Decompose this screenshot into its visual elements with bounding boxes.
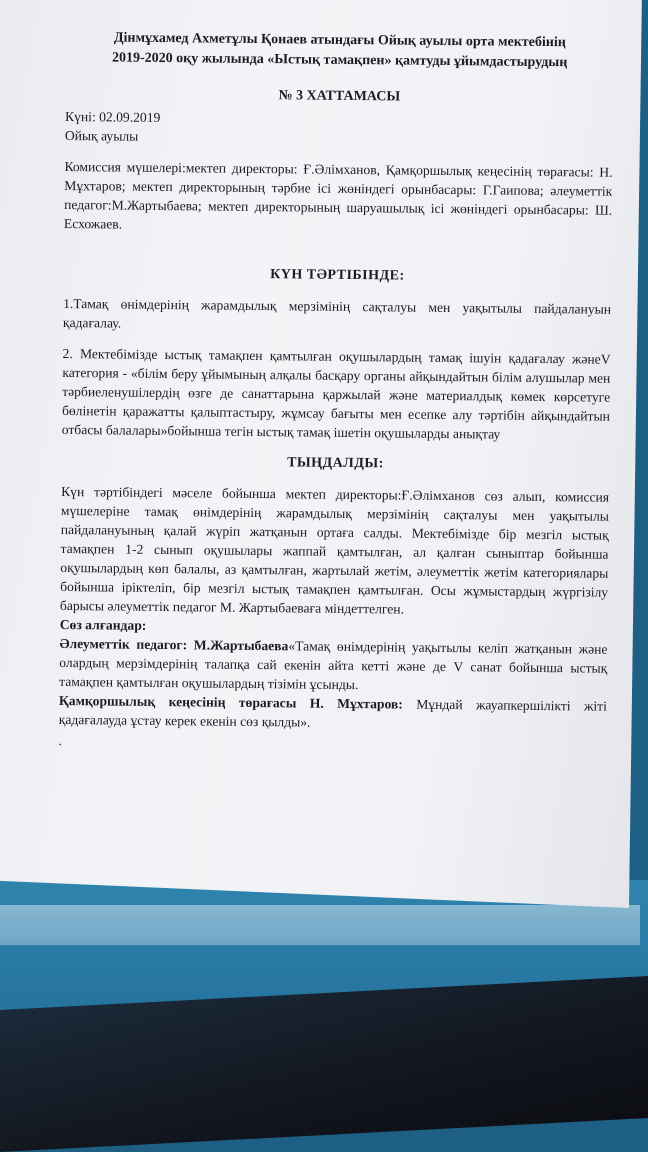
- commission-paragraph: Комиссия мүшелері:мектеп директоры: Ғ.Әлімханов, Қамқоршылық кеңесінің төрағасы: Н. Мұхтаров; мектеп директорының тәрбие ісі жөніндегі орынбасары: Г.Гаипова; әлеуметтік педагог:М.Жартыбаева; мектеп директорының шаруашылық ісі жөніндегі орынбасары: Ш. Есхожаев.: [63, 158, 613, 232]
- speaker-2-name: Қамқоршылық кеңесінің төрағасы Н. Мұхтаров:: [58, 692, 403, 712]
- speaker-1-name: Әлеуметтік педагог: М.Жартыбаева: [59, 635, 289, 654]
- speaker-2-text: Мұндай жауапкершілікті жіті қадағалауда ұстау керек екенін сөз қылды».: [58, 696, 608, 730]
- agenda-item-1: 1.Тамақ өнімдерінің жарамдылық мерзімінің сақталуы мен уақытылы пайдалануын қадағалау.: [62, 295, 612, 331]
- speakers-title: Сөз алғандар:: [59, 616, 147, 633]
- date-line: Күні: 02.09.2019: [64, 108, 161, 125]
- header-line-2: 2019-2020 оқу жылында «Ыстық тамақпен» қамтуды ұйымдастырудың: [111, 50, 568, 71]
- heard-title: ТЫҢДАЛДЫ:: [287, 455, 384, 472]
- agenda-title: КҮН ТӘРТІБІНДЕ:: [270, 267, 405, 284]
- agenda-item-2: 2. Мектебімізде ыстық тамақпен қамтылған оқушылардың тамақ ішуін қадағалау жәнеV категория - «білім беру ұйымының алқалы басқару органы айқындайтын білім алушылар мен тәрбиеленушілердің өзге де санаттарына қаржылай және материалдық көмек көрсетуге бөлінетін қаражатты қалыптастыру, жұмсау бағыты мен есепке алу тәртібін айқындайтын отбасы балалары»бойынша тегін ыстық тамақ ішетін оқушыларды анықтау: [61, 345, 611, 442]
- folder-edge: [0, 905, 640, 945]
- header-line-1: Дінмұхамед Ахметұлы Қонаев атындағы Ойық ауылы орта мектебінің: [113, 30, 566, 51]
- document-content: [58, 28, 614, 756]
- speaker-1-text: «Тамақ өнімдерінің уақытылы келіп жатқанын және олардың мерзімдерінің талапқа сай екенін айта кетті және де V санат бойынша ыстық тамақпен қамтылған оқушылардың тізімін ұсынды.: [59, 638, 608, 693]
- speaker-2-paragraph: [59, 691, 607, 735]
- protocol-title: № 3 ХАТТАМАСЫ: [278, 88, 401, 105]
- speaker-1-paragraph: [59, 634, 608, 697]
- trailing-dot: .: [58, 732, 63, 748]
- heard-paragraph: Күн тәртібіндегі мәселе бойынша мектеп директоры:Ғ.Әлімханов сөз алып, комиссия мүшелеріне тамақ өнімдерінің жарамдылық мерзімінің сақталуы мен уақытылы пайдалануының қалай жүріп жатқанын ортаға салды. Мектебімізде бір мезгіл ыстық тамақпен 1-2 сынып оқушылары жаппай қамтылған, ал қалған сыныптар бойынша оқушылардың көп балалы, аз қамтылған, жартылай жетім, әлеуметтік жетім категориялары бойынша іріктеліп, бір мезгіл ыстық тамақпен қамтылған. Осы жұмыстардың жүргізілу барысы әлеуметтік педагог М. Жартыбаеваға міндеттелген.: [59, 483, 610, 617]
- document-header: [66, 28, 614, 74]
- place-line: Ойық ауылы: [64, 127, 139, 144]
